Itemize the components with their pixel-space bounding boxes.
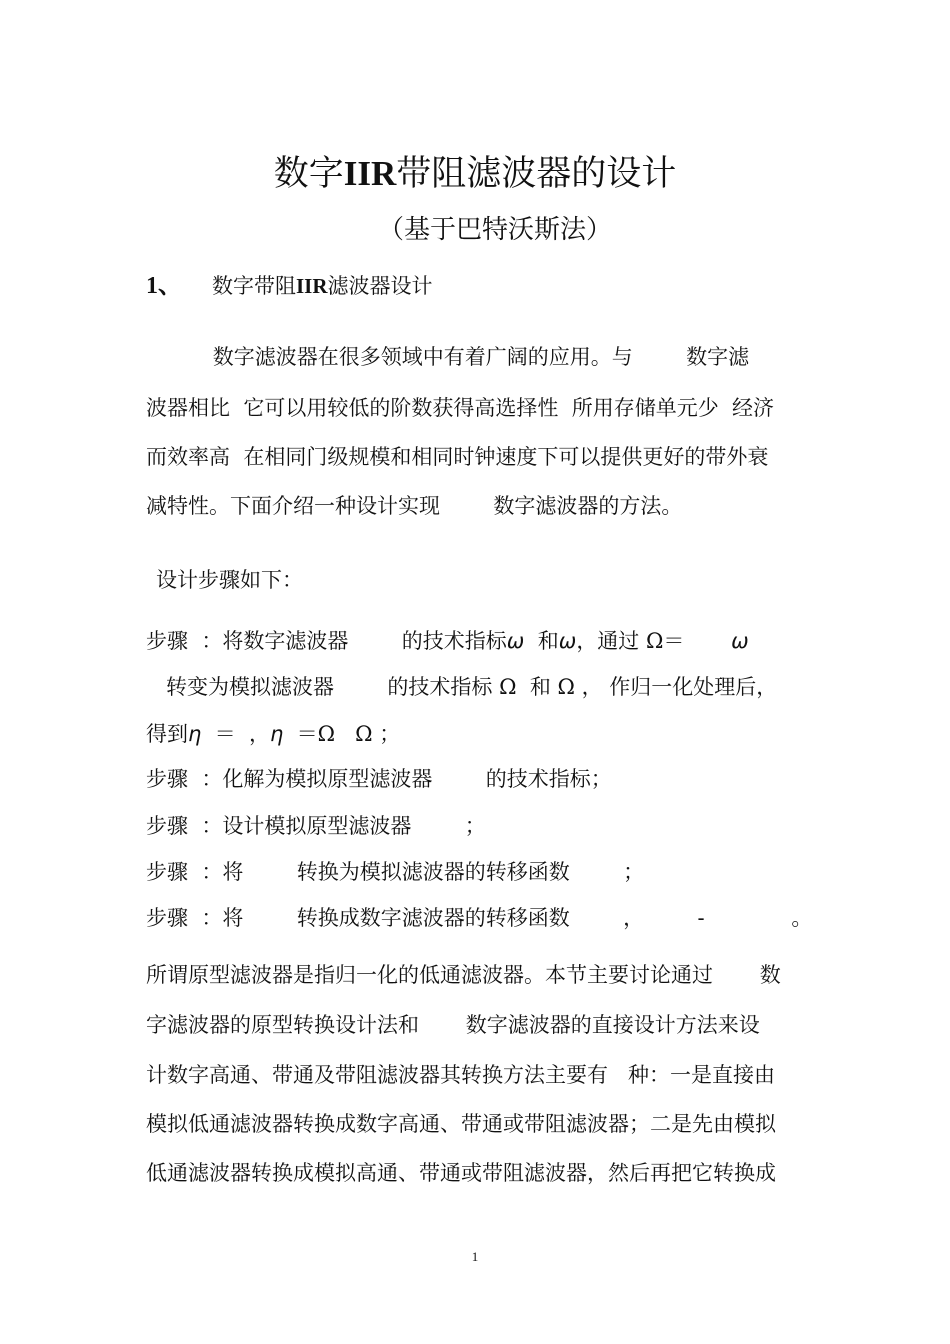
title-prefix: 数字 <box>273 154 344 194</box>
section-heading-suffix: 滤波器设计 <box>327 274 433 298</box>
section-heading-1 <box>146 268 433 304</box>
steps-intro: 设计步骤如下： <box>156 568 303 592</box>
step-5: 步骤 ：将 转换成数字滤波器的转移函数 ， - 。 <box>146 906 813 930</box>
intro-line: 而效率高 在相同门级规模和相同时钟速度下可以提供更好的带外衰 <box>146 445 769 469</box>
step-1-line-1 <box>146 626 749 656</box>
page-number: 1 <box>471 1249 479 1264</box>
intro-line: 减特性。下面介绍一种设计实现 数字滤波器的方法。 <box>146 494 683 518</box>
eta-symbol: η <box>188 722 202 746</box>
omega-symbol: ω <box>506 629 525 653</box>
omega-symbol: ω <box>731 629 749 653</box>
title-latin: IIR <box>343 154 397 193</box>
closing-line: 字滤波器的原型转换设计法和 数字滤波器的直接设计方法来设 <box>146 1013 760 1037</box>
step-3: 步骤 ：设计模拟原型滤波器 ； <box>146 814 486 838</box>
omega-symbol: ω <box>558 629 577 653</box>
closing-line: 计数字高通、带通及带阻滤波器其转换方法主要有 种：一是直接由 <box>146 1063 776 1087</box>
step-1-text-b: 和 <box>524 629 559 653</box>
step-1-line-2: 转变为模拟滤波器 的技术指标 Ω 和 Ω ， 作归一化处理后， <box>146 675 778 699</box>
intro-line: 波器相比 它可以用较低的阶数获得高选择性 所用存储单元少 经济 <box>146 396 775 420</box>
title-suffix: 带阻滤波器的设计 <box>396 154 677 194</box>
section-number: 1、 <box>146 273 182 299</box>
step-1-text-c: ，通过 Ω＝ <box>576 629 732 653</box>
eta-symbol: η <box>270 722 284 746</box>
closing-line: 所谓原型滤波器是指归一化的低通滤波器。本节主要讨论通过 数 <box>146 963 781 987</box>
step-1-line-3 <box>146 719 400 749</box>
document-title <box>0 150 950 198</box>
step-1-text-e: ＝ ， <box>201 722 271 746</box>
section-heading-latin: IIR <box>296 274 328 298</box>
closing-line: 低通滤波器转换成模拟高通、带通或带阻滤波器，然后再把它转换成 <box>146 1161 776 1185</box>
section-heading-prefix: 数字带阻 <box>212 274 296 298</box>
step-1-text-d: 得到 <box>146 722 188 746</box>
step-4: 步骤 ：将 转换为模拟滤波器的转移函数 ； <box>146 860 645 884</box>
step-2: 步骤 ：化解为模拟原型滤波器 的技术指标； <box>146 767 612 791</box>
closing-line: 模拟低通滤波器转换成数字高通、带通或带阻滤波器；二是先由模拟 <box>146 1112 776 1136</box>
intro-line: 数字滤波器在很多领域中有着广阔的应用。与 数字滤 <box>146 345 750 369</box>
step-1-text-f: ＝Ω Ω ； <box>283 722 401 746</box>
step-1-text-a: 步骤 ：将数字滤波器 的技术指标 <box>146 629 507 653</box>
document-subtitle: （基于巴特沃斯法） <box>377 215 612 245</box>
